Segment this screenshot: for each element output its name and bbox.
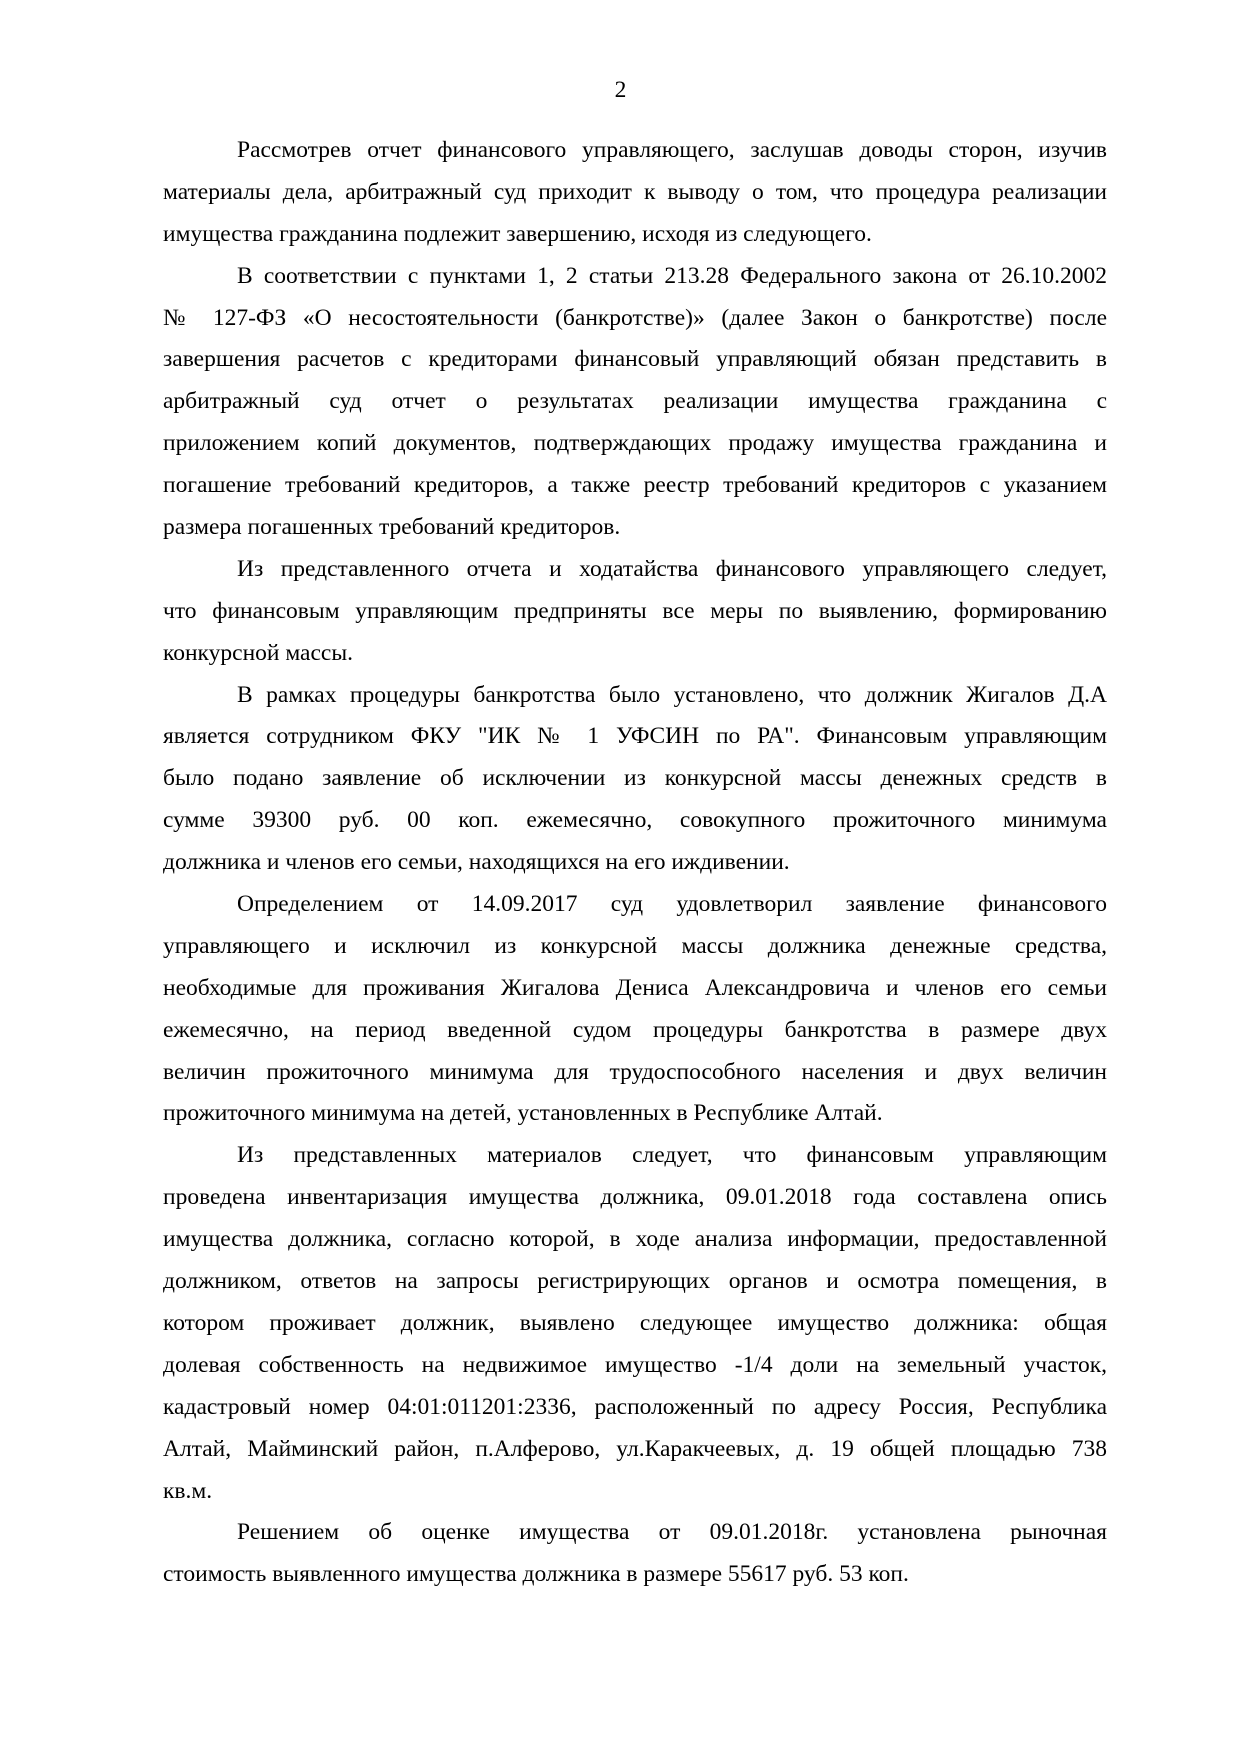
text-line: Решением об оценке имущества от 09.01.2018г. установлена рыночная	[237, 1519, 1107, 1546]
paragraph-valuation	[163, 1512, 1107, 1596]
text-line: погашение требований кредиторов, а также реестр требований кредиторов с указанием	[163, 472, 1107, 499]
text-line: В соответствии с пунктами 1, 2 статьи 213.28 Федерального закона от 26.10.2002	[237, 262, 1107, 289]
text-line: что финансовым управляющим предприняты все меры по выявлению, формированию	[163, 597, 1107, 624]
text-line: было подано заявление об исключении из конкурсной массы денежных средств в	[163, 765, 1107, 792]
paragraph-review-conclusion	[163, 130, 1107, 256]
text-line: проведена инвентаризация имущества должника, 09.01.2018 года составлена опись	[163, 1184, 1107, 1211]
text-line: стоимость выявленного имущества должника в размере 55617 руб. 53 коп.	[163, 1561, 909, 1588]
text-line: кв.м.	[163, 1477, 213, 1504]
text-line: кадастровый номер 04:01:011201:2336, расположенный по адресу Россия, Республика	[163, 1393, 1107, 1420]
text-line: котором проживает должник, выявлено следующее имущество должника: общая	[163, 1309, 1107, 1336]
text-line: является сотрудником ФКУ "ИК № 1 УФСИН по РА". Финансовым управляющим	[163, 723, 1107, 750]
text-line: имущества должника, согласно которой, в ходе анализа информации, предоставленной	[163, 1226, 1107, 1253]
paragraph-measures-taken	[163, 549, 1107, 675]
text-line: Из представленного отчета и ходатайства финансового управляющего следует,	[237, 555, 1107, 582]
text-line: конкурсной массы.	[163, 639, 354, 666]
text-line: Рассмотрев отчет финансового управляющего, заслушав доводы сторон, изучив	[237, 137, 1107, 163]
text-line: должником, ответов на запросы регистрирующих органов и осмотра помещения, в	[163, 1268, 1107, 1295]
text-line: должника и членов его семьи, находящихся на его иждивении.	[163, 849, 790, 876]
text-line: № 127-ФЗ «О несостоятельности (банкротстве)» (далее Закон о банкротстве) после	[163, 304, 1107, 331]
paragraph-debtor-employment	[163, 675, 1107, 884]
text-line: Из представленных материалов следует, что финансовым управляющим	[237, 1142, 1107, 1169]
text-line: размера погашенных требований кредиторов.	[163, 514, 621, 541]
text-line: ежемесячно, на период введенной судом процедуры банкротства в размере двух	[163, 1016, 1107, 1043]
text-line: арбитражный суд отчет о результатах реализации имущества гражданина с	[163, 388, 1107, 415]
text-line: приложением копий документов, подтверждающих продажу имущества гражданина и	[163, 430, 1107, 457]
paragraph-law-reference	[163, 256, 1107, 549]
paragraph-court-ruling	[163, 884, 1107, 1135]
text-line: имущества гражданина подлежит завершению, исходя из следующего.	[163, 220, 872, 247]
text-line: управляющего и исключил из конкурсной массы должника денежные средства,	[163, 932, 1107, 959]
document-body	[163, 130, 1107, 1596]
text-line: сумме 39300 руб. 00 коп. ежемесячно, совокупного прожиточного минимума	[163, 807, 1107, 834]
text-line: необходимые для проживания Жигалова Дениса Александровича и членов его семьи	[163, 974, 1107, 1001]
text-line: величин прожиточного минимума для трудоспособного населения и двух величин	[163, 1058, 1107, 1085]
text-line: В рамках процедуры банкротства было установлено, что должник Жигалов Д.А	[237, 681, 1107, 708]
text-line: Определением от 14.09.2017 суд удовлетворил заявление финансового	[237, 891, 1107, 918]
paragraph-property-inventory	[163, 1135, 1107, 1512]
text-line: Алтай, Майминский район, п.Алферово, ул.Каракчеевых, д. 19 общей площадью 738	[163, 1435, 1107, 1462]
text-line: долевая собственность на недвижимое имущество -1/4 доли на земельный участок,	[163, 1351, 1107, 1378]
text-line: завершения расчетов с кредиторами финансовый управляющий обязан представить в	[163, 346, 1107, 373]
text-line: материалы дела, арбитражный суд приходит к выводу о том, что процедура реализации	[163, 178, 1107, 205]
text-line: прожиточного минимума на детей, установленных в Республике Алтай.	[163, 1100, 883, 1127]
page-number: 2	[614, 77, 627, 103]
